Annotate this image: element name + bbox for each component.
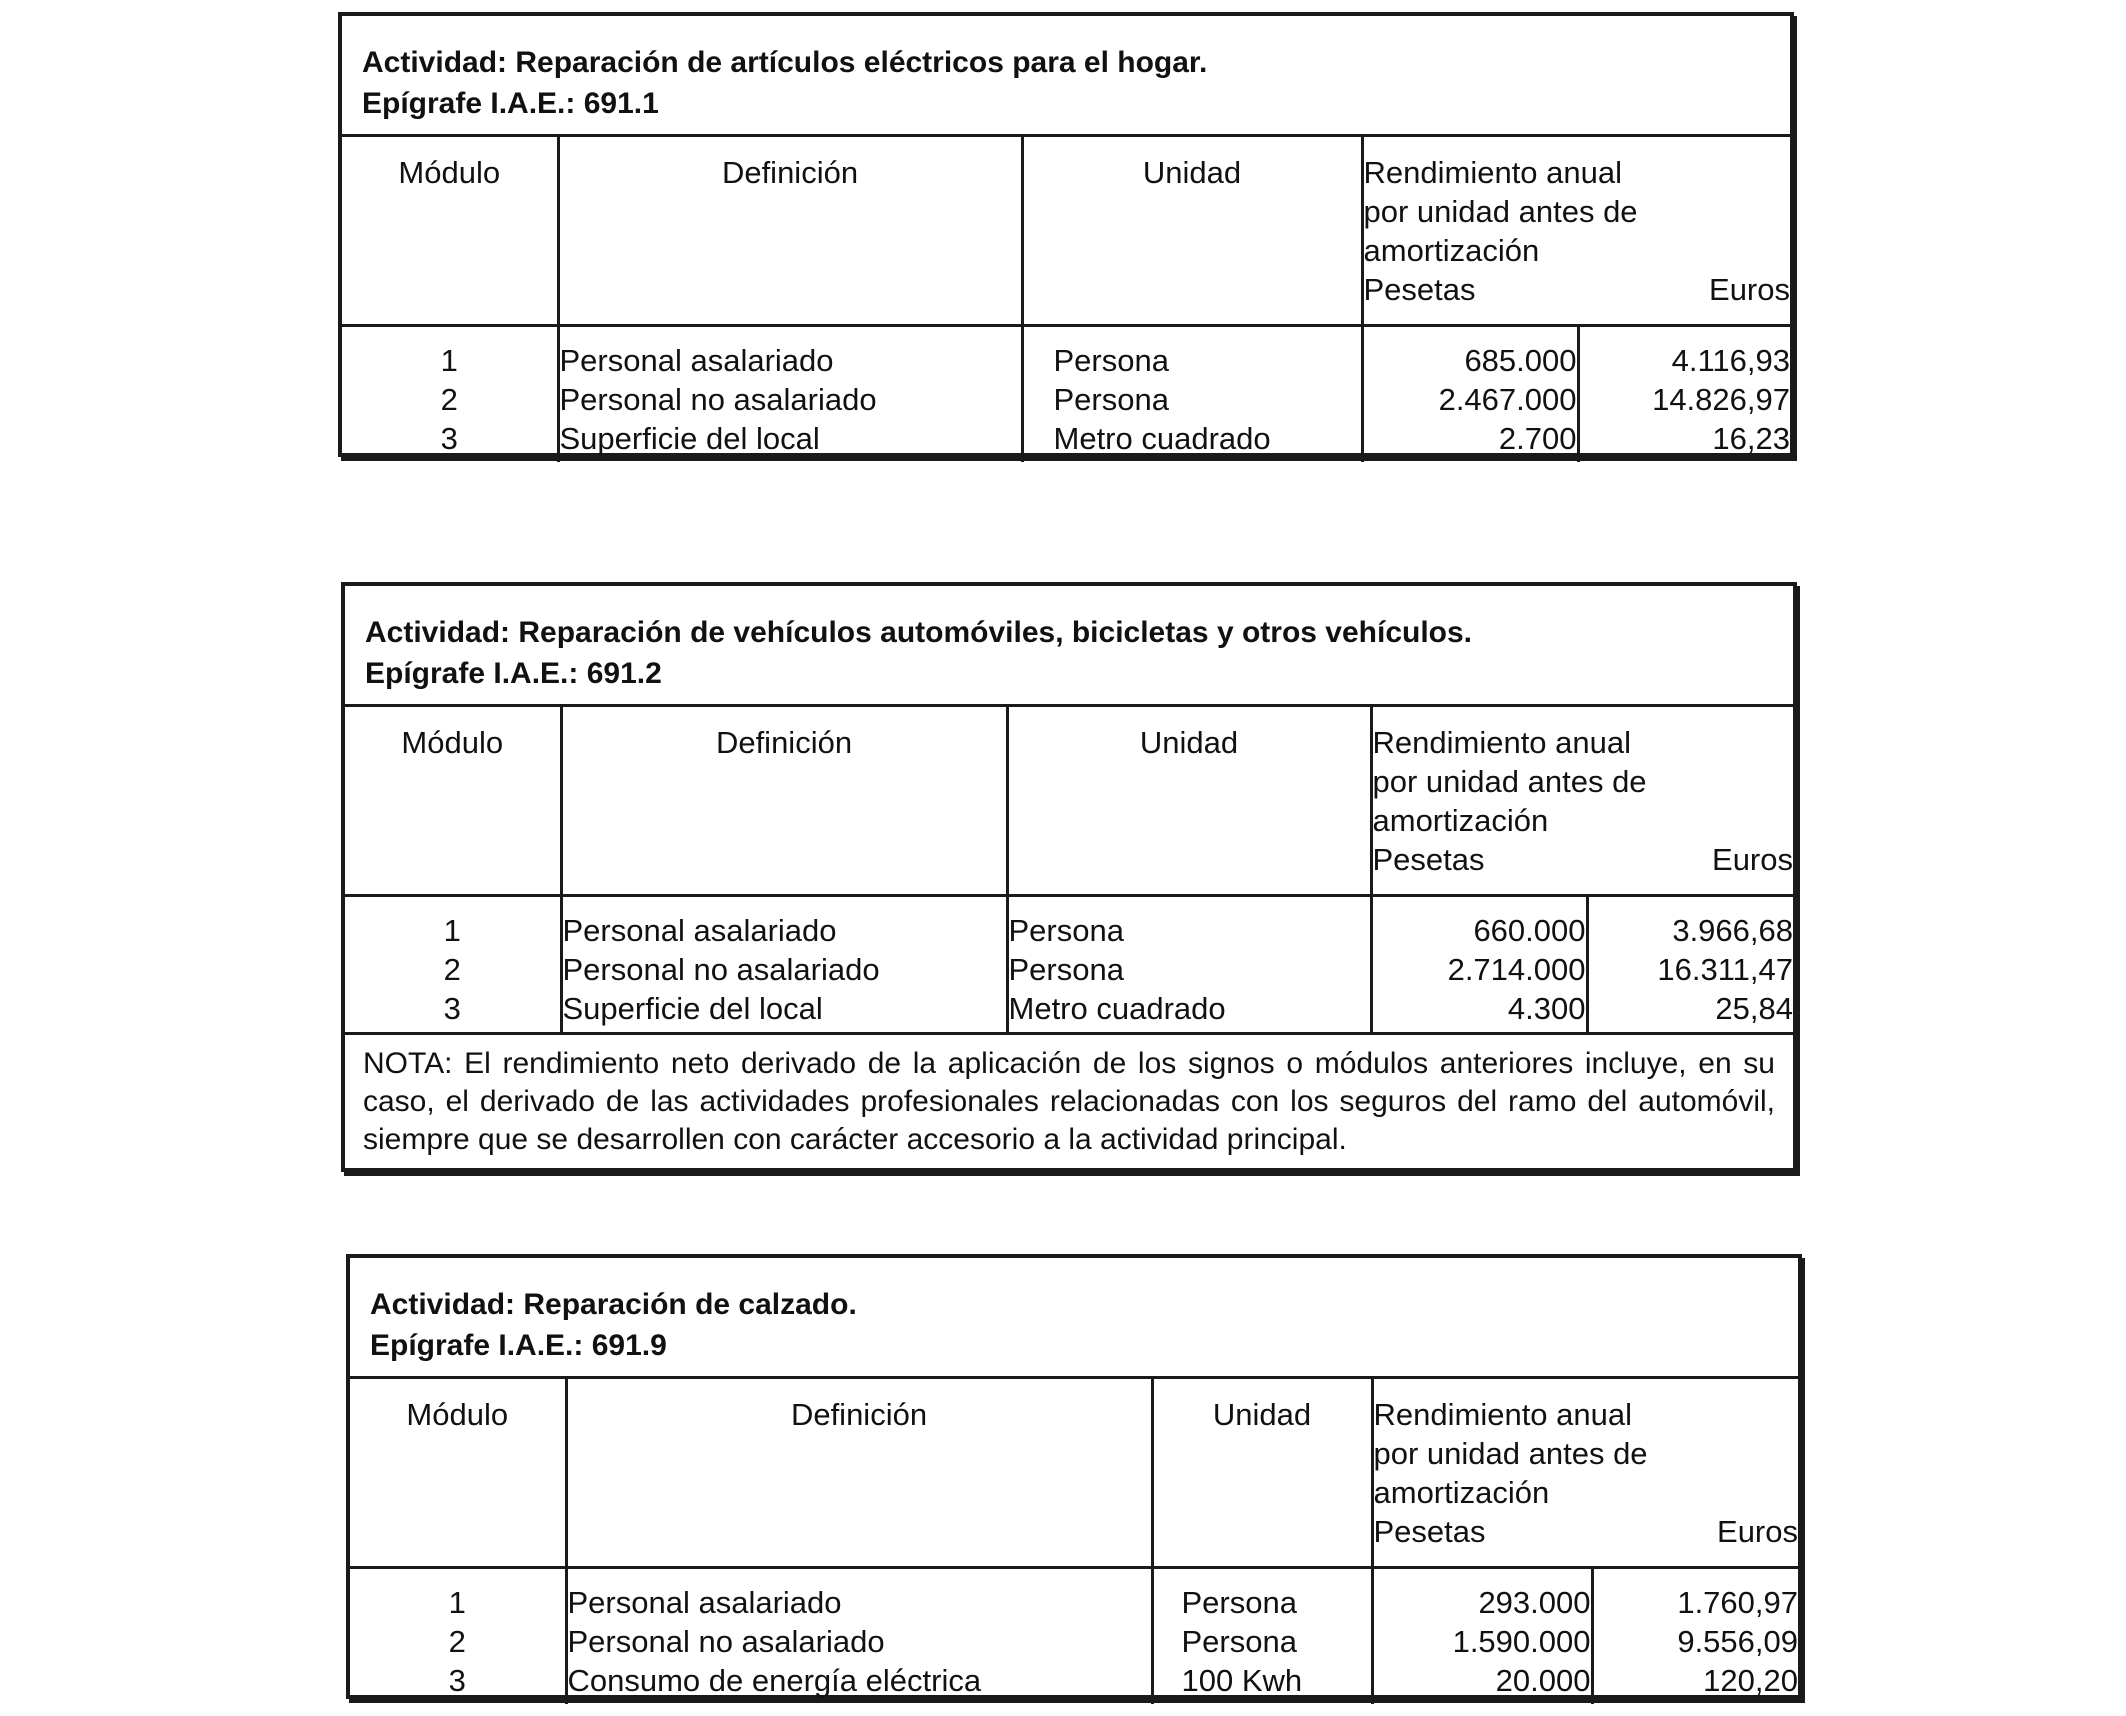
rendimiento-line: por unidad antes de (1373, 1436, 1648, 1471)
cell-euros: 16,23 (1712, 420, 1790, 456)
modulo-column (345, 895, 561, 1032)
header-pesetas: Pesetas (1372, 842, 1485, 877)
cell-euros: 9.556,09 (1677, 1623, 1798, 1659)
unidad-column (1007, 895, 1371, 1032)
cell-pesetas: 2.467.000 (1438, 381, 1577, 417)
table-header-row (345, 707, 1793, 895)
cell-modulo: 1 (440, 342, 458, 378)
cell-modulo: 1 (448, 1584, 466, 1620)
cell-unidad: Persona (1181, 1623, 1297, 1659)
cell-definicion: Personal no asalariado (562, 951, 880, 987)
epigrafe-label: Epígrafe I.A.E.: 691.2 (365, 657, 662, 690)
cell-euros: 4.116,93 (1671, 342, 1790, 378)
pesetas-column (1372, 1567, 1592, 1704)
cell-unidad: Persona (1008, 951, 1124, 987)
pesetas-column (1371, 895, 1587, 1032)
cell-modulo: 2 (440, 381, 458, 417)
header-pesetas: Pesetas (1373, 1514, 1486, 1549)
cell-unidad: Persona (1008, 912, 1124, 948)
rendimiento-line: amortización (1363, 233, 1540, 268)
activity-block-691-2 (341, 582, 1797, 1172)
header-euros: Euros (1712, 842, 1793, 877)
cell-modulo: 1 (443, 912, 461, 948)
cell-modulo: 2 (448, 1623, 466, 1659)
cell-definicion: Superficie del local (562, 990, 823, 1026)
table-body (342, 325, 1790, 462)
activity-title: Actividad: Reparación de vehículos automóviles, bicicletas y otros vehículos. (365, 616, 1473, 649)
euros-column (1592, 1567, 1798, 1704)
activity-header (342, 16, 1790, 137)
unidad-column (1022, 325, 1362, 462)
cell-modulo: 3 (440, 420, 458, 456)
table-header-row (342, 137, 1790, 325)
cell-euros: 14.826,97 (1652, 381, 1790, 417)
rendimiento-line: por unidad antes de (1363, 194, 1638, 229)
header-unidad: Unidad (1152, 1379, 1372, 1567)
header-rendimiento (1362, 137, 1790, 325)
euros-column (1578, 325, 1790, 462)
cell-pesetas: 2.700 (1498, 420, 1577, 456)
activity-title: Actividad: Reparación de artículos eléctricos para el hogar. (362, 46, 1208, 79)
rendimiento-line: Rendimiento anual (1363, 155, 1623, 190)
cell-unidad: Persona (1053, 342, 1169, 378)
cell-unidad: Metro cuadrado (1053, 420, 1271, 456)
cell-euros: 1.760,97 (1677, 1584, 1798, 1620)
cell-modulo: 3 (448, 1662, 466, 1698)
activity-header (345, 586, 1793, 707)
cell-euros: 120,20 (1703, 1662, 1798, 1698)
cell-pesetas: 293.000 (1478, 1584, 1591, 1620)
header-definicion: Definición (561, 707, 1007, 895)
cell-unidad: Persona (1181, 1584, 1297, 1620)
header-unidad: Unidad (1007, 707, 1371, 895)
cell-pesetas: 1.590.000 (1452, 1623, 1591, 1659)
activity-block-691-9 (346, 1254, 1802, 1699)
table-body (350, 1567, 1798, 1704)
definicion-column (561, 895, 1007, 1032)
header-modulo: Módulo (342, 137, 558, 325)
pesetas-column (1362, 325, 1578, 462)
definicion-column (566, 1567, 1152, 1704)
epigrafe-label: Epígrafe I.A.E.: 691.1 (362, 87, 659, 120)
modules-table (342, 137, 1790, 462)
modulo-column (342, 325, 558, 462)
table-body (345, 895, 1793, 1032)
modules-table (345, 707, 1793, 1032)
cell-pesetas: 660.000 (1473, 912, 1586, 948)
cell-definicion: Personal no asalariado (559, 381, 877, 417)
cell-unidad: Persona (1053, 381, 1169, 417)
definicion-column (558, 325, 1022, 462)
cell-modulo: 3 (443, 990, 461, 1026)
cell-unidad: Metro cuadrado (1008, 990, 1226, 1026)
cell-definicion: Personal asalariado (562, 912, 837, 948)
cell-definicion: Personal no asalariado (567, 1623, 885, 1659)
cell-pesetas: 2.714.000 (1447, 951, 1586, 987)
cell-euros: 25,84 (1715, 990, 1793, 1026)
unidad-column (1152, 1567, 1372, 1704)
activity-header (350, 1258, 1798, 1379)
modules-table (350, 1379, 1798, 1704)
header-pesetas: Pesetas (1363, 272, 1476, 307)
cell-modulo: 2 (443, 951, 461, 987)
table-header-row (350, 1379, 1798, 1567)
cell-definicion: Personal asalariado (559, 342, 834, 378)
modulo-column (350, 1567, 566, 1704)
cell-pesetas: 685.000 (1464, 342, 1577, 378)
header-rendimiento (1371, 707, 1793, 895)
rendimiento-line: por unidad antes de (1372, 764, 1647, 799)
epigrafe-label: Epígrafe I.A.E.: 691.9 (370, 1329, 667, 1362)
activity-block-691-1 (338, 12, 1794, 457)
cell-definicion: Superficie del local (559, 420, 820, 456)
euros-column (1587, 895, 1793, 1032)
nota-text: NOTA: El rendimiento neto derivado de la aplicación de los signos o módulos anteriores incluye, en su caso, el derivado de las actividades profesionales relacionadas con los seguros del ramo del automóvil, siempre que se desarrollen con carácter accesorio a la actividad principal. (345, 1032, 1793, 1171)
rendimiento-line: Rendimiento anual (1373, 1397, 1633, 1432)
header-euros: Euros (1709, 272, 1790, 307)
cell-pesetas: 4.300 (1507, 990, 1586, 1026)
header-euros: Euros (1717, 1514, 1798, 1549)
activity-title: Actividad: Reparación de calzado. (370, 1288, 857, 1321)
cell-euros: 16.311,47 (1657, 951, 1793, 987)
rendimiento-line: amortización (1372, 803, 1549, 838)
cell-definicion: Personal asalariado (567, 1584, 842, 1620)
header-unidad: Unidad (1022, 137, 1362, 325)
cell-pesetas: 20.000 (1495, 1662, 1591, 1698)
header-modulo: Módulo (345, 707, 561, 895)
header-definicion: Definición (566, 1379, 1152, 1567)
cell-definicion: Consumo de energía eléctrica (567, 1662, 982, 1698)
header-definicion: Definición (558, 137, 1022, 325)
header-modulo: Módulo (350, 1379, 566, 1567)
cell-unidad: 100 Kwh (1181, 1662, 1303, 1698)
cell-euros: 3.966,68 (1672, 912, 1793, 948)
rendimiento-line: amortización (1373, 1475, 1550, 1510)
rendimiento-line: Rendimiento anual (1372, 725, 1632, 760)
header-rendimiento (1372, 1379, 1798, 1567)
